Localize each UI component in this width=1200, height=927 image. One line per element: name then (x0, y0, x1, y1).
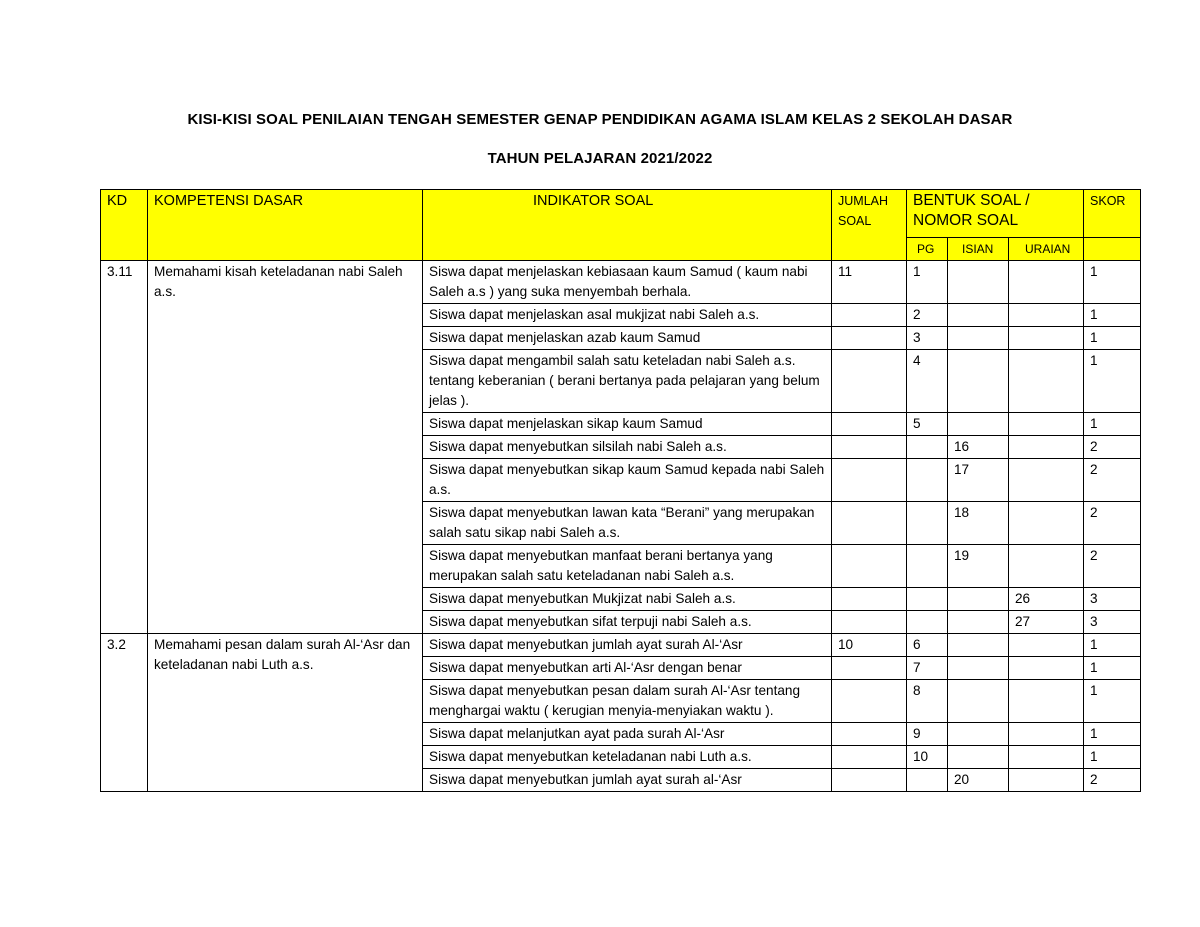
pg-cell (907, 502, 948, 545)
skor-cell: 1 (1084, 634, 1141, 657)
indikator-cell: Siswa dapat menyebutkan manfaat berani bertanya yang merupakan salah satu keteladanan nabi Saleh a.s. (423, 545, 832, 588)
indikator-cell: Siswa dapat menjelaskan kebiasaan kaum Samud ( kaum nabi Saleh a.s ) yang suka menyembah berhala. (423, 261, 832, 304)
isian-cell: 16 (948, 436, 1009, 459)
pg-cell: 1 (907, 261, 948, 304)
jumlah-cell (832, 657, 907, 680)
skor-cell: 2 (1084, 545, 1141, 588)
indikator-cell: Siswa dapat menyebutkan sikap kaum Samud kepada nabi Saleh a.s. (423, 459, 832, 502)
jumlah-cell: 10 (832, 634, 907, 657)
uraian-cell (1009, 723, 1084, 746)
pg-cell: 2 (907, 304, 948, 327)
isian-cell: 19 (948, 545, 1009, 588)
indikator-cell: Siswa dapat mengambil salah satu keteladan nabi Saleh a.s. tentang keberanian ( berani bertanya pada pelajaran yang belum jelas ). (423, 350, 832, 413)
pg-cell (907, 588, 948, 611)
isian-cell (948, 746, 1009, 769)
skor-cell: 1 (1084, 723, 1141, 746)
pg-cell: 5 (907, 413, 948, 436)
indikator-cell: Siswa dapat menyebutkan silsilah nabi Saleh a.s. (423, 436, 832, 459)
skor-cell: 1 (1084, 680, 1141, 723)
indikator-cell: Siswa dapat melanjutkan ayat pada surah Al-‘Asr (423, 723, 832, 746)
isian-cell (948, 350, 1009, 413)
jumlah-cell (832, 611, 907, 634)
pg-cell: 9 (907, 723, 948, 746)
pg-cell (907, 611, 948, 634)
skor-cell: 2 (1084, 436, 1141, 459)
isian-cell: 20 (948, 769, 1009, 792)
indikator-cell: Siswa dapat menyebutkan jumlah ayat surah al-‘Asr (423, 769, 832, 792)
table-row (101, 634, 1141, 657)
uraian-cell (1009, 327, 1084, 350)
pg-cell (907, 545, 948, 588)
header-bentuk-soal: BENTUK SOAL / NOMOR SOAL (907, 190, 1084, 238)
jumlah-cell (832, 413, 907, 436)
header-pg: PG (907, 238, 948, 261)
uraian-cell (1009, 634, 1084, 657)
header-jumlah-soal: JUMLAH SOAL (832, 190, 907, 261)
skor-cell: 3 (1084, 611, 1141, 634)
jumlah-cell (832, 545, 907, 588)
header-skor: SKOR (1084, 190, 1141, 238)
indikator-cell: Siswa dapat menyebutkan keteladanan nabi Luth a.s. (423, 746, 832, 769)
header-uraian: URAIAN (1009, 238, 1084, 261)
header-kompetensi-dasar: KOMPETENSI DASAR (148, 190, 423, 261)
uraian-cell (1009, 261, 1084, 304)
jumlah-cell (832, 680, 907, 723)
isian-cell (948, 304, 1009, 327)
skor-cell: 1 (1084, 350, 1141, 413)
table-body (101, 261, 1141, 792)
jumlah-cell: 11 (832, 261, 907, 304)
document-subtitle: TAHUN PELAJARAN 2021/2022 (487, 150, 713, 167)
jumlah-cell (832, 723, 907, 746)
indikator-cell: Siswa dapat menjelaskan asal mukjizat nabi Saleh a.s. (423, 304, 832, 327)
jumlah-cell (832, 502, 907, 545)
kd-cell: 3.11 (101, 261, 148, 634)
uraian-cell (1009, 502, 1084, 545)
jumlah-cell (832, 459, 907, 502)
jumlah-cell (832, 436, 907, 459)
isian-cell (948, 261, 1009, 304)
isian-cell (948, 657, 1009, 680)
uraian-cell (1009, 769, 1084, 792)
uraian-cell (1009, 459, 1084, 502)
jumlah-cell (832, 588, 907, 611)
skor-cell: 1 (1084, 657, 1141, 680)
jumlah-cell (832, 746, 907, 769)
kd-cell: 3.2 (101, 634, 148, 792)
skor-cell: 1 (1084, 746, 1141, 769)
header-isian: ISIAN (948, 238, 1009, 261)
isian-cell: 17 (948, 459, 1009, 502)
skor-cell: 1 (1084, 413, 1141, 436)
pg-cell (907, 769, 948, 792)
skor-cell: 2 (1084, 769, 1141, 792)
indikator-cell: Siswa dapat menyebutkan Mukjizat nabi Saleh a.s. (423, 588, 832, 611)
header-kd: KD (101, 190, 148, 261)
indikator-cell: Siswa dapat menjelaskan azab kaum Samud (423, 327, 832, 350)
document-title: KISI-KISI SOAL PENILAIAN TENGAH SEMESTER GENAP PENDIDIKAN AGAMA ISLAM KELAS 2 SEKOLAH DASAR (187, 111, 1013, 128)
header-skor-sub (1084, 238, 1141, 261)
pg-cell: 7 (907, 657, 948, 680)
pg-cell: 6 (907, 634, 948, 657)
pg-cell: 8 (907, 680, 948, 723)
uraian-cell: 27 (1009, 611, 1084, 634)
uraian-cell (1009, 413, 1084, 436)
skor-cell: 1 (1084, 327, 1141, 350)
uraian-cell (1009, 657, 1084, 680)
uraian-cell: 26 (1009, 588, 1084, 611)
uraian-cell (1009, 680, 1084, 723)
isian-cell (948, 413, 1009, 436)
pg-cell (907, 459, 948, 502)
indikator-cell: Siswa dapat menyebutkan jumlah ayat surah Al-‘Asr (423, 634, 832, 657)
table-row (101, 261, 1141, 304)
isian-cell: 18 (948, 502, 1009, 545)
uraian-cell (1009, 304, 1084, 327)
skor-cell: 3 (1084, 588, 1141, 611)
isian-cell (948, 634, 1009, 657)
uraian-cell (1009, 545, 1084, 588)
indikator-cell: Siswa dapat menyebutkan pesan dalam surah Al-‘Asr tentang menghargai waktu ( kerugian menyia-menyiakan waktu ). (423, 680, 832, 723)
kisi-kisi-table (100, 189, 1141, 792)
skor-cell: 1 (1084, 304, 1141, 327)
isian-cell (948, 327, 1009, 350)
skor-cell: 2 (1084, 502, 1141, 545)
indikator-cell: Siswa dapat menyebutkan arti Al-‘Asr dengan benar (423, 657, 832, 680)
jumlah-cell (832, 327, 907, 350)
jumlah-cell (832, 350, 907, 413)
pg-cell (907, 436, 948, 459)
uraian-cell (1009, 350, 1084, 413)
isian-cell (948, 588, 1009, 611)
header-indikator-soal: INDIKATOR SOAL (423, 190, 832, 261)
indikator-cell: Siswa dapat menjelaskan sikap kaum Samud (423, 413, 832, 436)
indikator-cell: Siswa dapat menyebutkan lawan kata “Berani” yang merupakan salah satu sikap nabi Saleh a.s. (423, 502, 832, 545)
kompetensi-cell: Memahami pesan dalam surah Al-‘Asr dan keteladanan nabi Luth a.s. (148, 634, 423, 792)
isian-cell (948, 611, 1009, 634)
jumlah-cell (832, 769, 907, 792)
uraian-cell (1009, 436, 1084, 459)
pg-cell: 10 (907, 746, 948, 769)
isian-cell (948, 723, 1009, 746)
isian-cell (948, 680, 1009, 723)
uraian-cell (1009, 746, 1084, 769)
pg-cell: 3 (907, 327, 948, 350)
skor-cell: 2 (1084, 459, 1141, 502)
skor-cell: 1 (1084, 261, 1141, 304)
pg-cell: 4 (907, 350, 948, 413)
kompetensi-cell: Memahami kisah keteladanan nabi Saleh a.s. (148, 261, 423, 634)
indikator-cell: Siswa dapat menyebutkan sifat terpuji nabi Saleh a.s. (423, 611, 832, 634)
jumlah-cell (832, 304, 907, 327)
